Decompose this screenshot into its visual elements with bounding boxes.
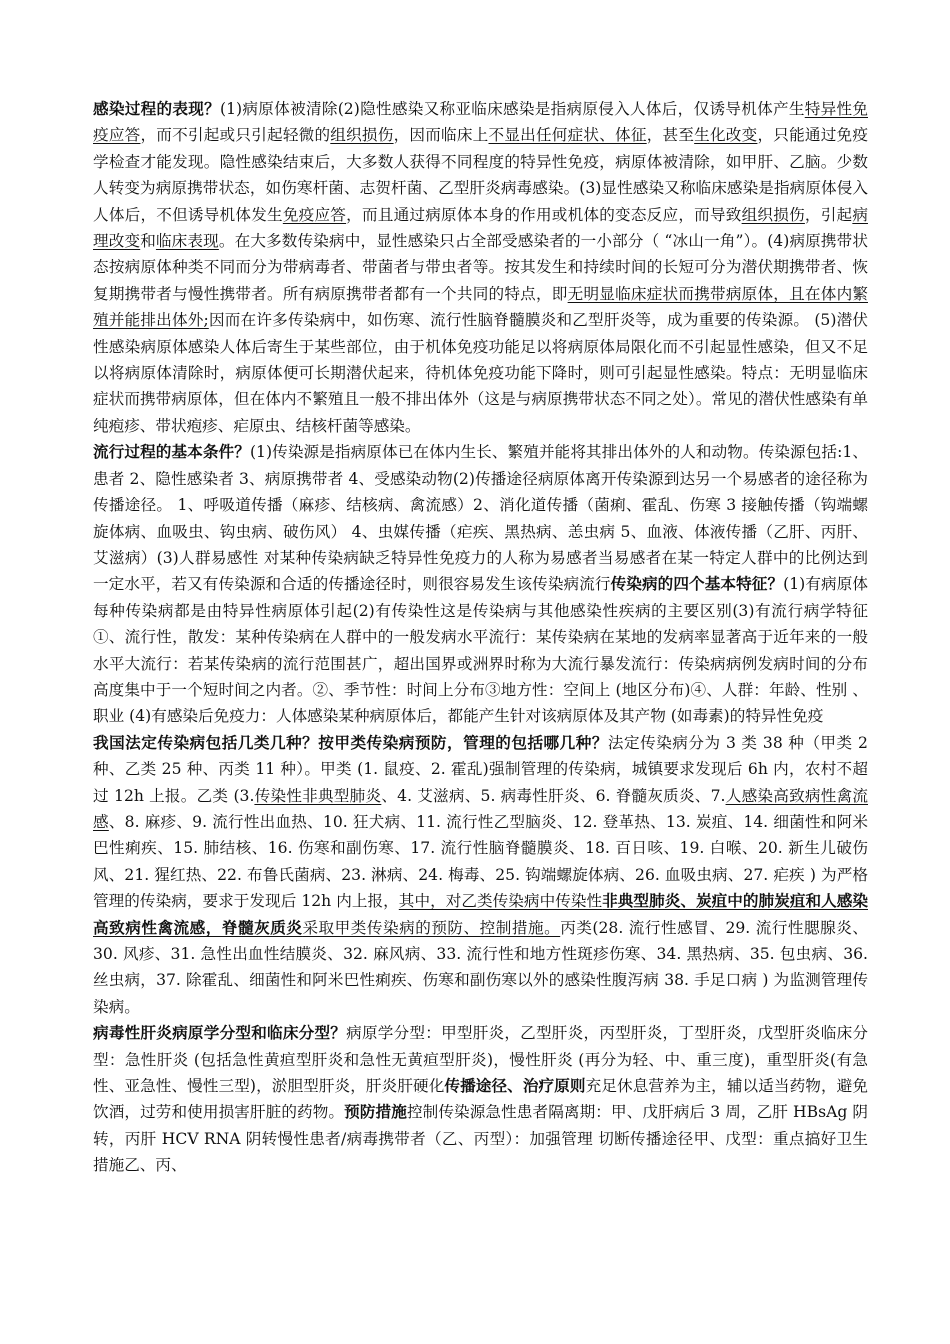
bold-heading: 病毒性肝炎病原学分型和临床分型？ — [93, 1023, 347, 1043]
text-run: 、4. 艾滋病、5. 病毒性肝炎、6. 脊髓灰质炎、7. — [381, 786, 726, 805]
bold-heading: 传播途径、治疗原则 — [444, 1076, 586, 1096]
text-run: ，引起 — [804, 205, 853, 224]
text-run: ，只能通过免疫学检查才能发现。隐性感染结束后，大多数人获得不同程度的特异性免疫，病原体被清除，如甲肝、乙脑。少数人转变为病原携带状态，如伤寒杆菌、志贺杆菌、乙型肝炎病毒感染。(3)显性感染又称临床感染是指病原体侵入人体后，不但诱导机体发生 — [93, 126, 868, 224]
text-run: 和 — [140, 232, 156, 251]
text-run: ，而不引起或只引起轻微的 — [140, 126, 331, 145]
underlined-text: 采取甲类传染病的预防、控制措施。 — [302, 918, 561, 937]
underlined-text: 组织损伤 — [741, 205, 805, 224]
text-run: 控制传染源急性患者隔离期：甲、戊肝病后 3 周，乙肝 HBsAg 阴转，丙肝 HCV RNA 阴转慢性患者/病毒携带者（乙、丙型）：加强管理 切断传播途径甲、戊型：重点搞好卫生措施乙、丙、 — [93, 1103, 868, 1175]
text-run: 因而在许多传染病中，如伤寒、流行性脑脊髓膜炎和乙型肝炎等，成为重要的传染源。 (5)潜伏性感染病原体感染人体后寄生于某些部位，由于机体免疫功能足以将病原体局限化而不引起显性感染，但又不足以将病原体清除时，病原体便可长期潜伏起来，待机体免疫功能下降时，则可引起显性感染。特点：无明显临床症状而携带病原体，但在体内不繁殖且一般不排出体外（这是与病原携带状态不同之处）。常见的潜伏性感染有单纯疱疹、带状疱疹、疟原虫、结核杆菌等感染。 — [93, 311, 868, 435]
text-run: 、8. 麻疹、9. 流行性出血热、10. 狂犬病、11. 流行性乙型脑炎、12. 登革热、13. 炭疽、14. 细菌性和阿米巴性痢疾、15. 肺结核、16. 伤寒和副伤寒、17. 流行性脑脊髓膜炎、18. 百日咳、19. 白喉、20. 新生儿破伤风、21. 猩红热、22. 布鲁氏菌病、23. 淋病、24. 梅毒、25. 钩端螺旋体病、26. 血吸虫病、27. 疟疾 ) 为严格管理的传染病，要求于发现后 12h 内上报， — [93, 812, 868, 911]
underlined-text: 不显出任何症状、体征 — [488, 126, 647, 145]
text-run: ，甚至 — [646, 126, 695, 145]
text-run: 充足休息营养为主，辅以适当药物，避免饮酒，过劳和使用损害肝脏的药物。 — [93, 1077, 868, 1122]
bold-heading: 流行过程的基本条件？ — [93, 442, 250, 462]
text-run: 。在大多数传染病中，显性感染只占全部受感染者的一小部分（ “冰山一角”）。(4)病原携带状态按病原体种类不同而分为带病毒者、带菌者与带虫者等。按其发生和持续时间的长短可分为潜伏期携带者、恢复期携带者与慢性携带者。所有病原携带者都有一个共同的特点，即 — [93, 232, 868, 303]
underlined-text: 病理改变 — [93, 205, 868, 251]
underlined-text: 无明显临床症状而携带病原体，且在体内繁殖并能排出体外; — [93, 284, 868, 330]
paragraph — [93, 439, 868, 729]
underlined-text: 非典型肺炎、炭疽中的肺炭疽和人感染高致病性禽流感，脊髓灰质炎 — [93, 891, 868, 937]
bold-heading: 传染病的四个基本特征？ — [610, 574, 784, 594]
text-run: (1)有病原体每种传染病都是由特异性病原体引起(2)有传染性这是传染病与其他感染性疾病的主要区别(3)有流行病学特征①、流行性，散发：某种传染病在人群中的一般发病水平流行：某传染病在某地的发病率显著高于近年来的一般水平大流行：若某传染病的流行范围甚广，超出国界或洲界时称为大流行暴发流行：传染病病例发病时间的分布高度集中于一个短时间之内者。②、季节性：时间上分布③地方性：空间上 (地区分布)④、人群：年龄、性别 、职业 (4)有感染后免疫力：人体感染某种病原体后，都能产生针对该病原体及其产物 (如毒素)的特异性免疫 — [93, 575, 868, 726]
text-run: 丙类(28. 流行性感冒、29. 流行性腮腺炎、30. 风疹、31. 急性出血性结膜炎、32. 麻风病、33. 流行性和地方性斑疹伤寒、34. 黑热病、35. 包虫病、36. 丝虫病，37. 除霍乱、细菌性和阿米巴性痢疾、伤寒和副伤寒以外的感染性腹泻病 38. 手足口病 ) 为监测管理传染病。 — [93, 918, 868, 1016]
text-run: 病原学分型：甲型肝炎，乙型肝炎，丙型肝炎，丁型肝炎，戊型肝炎临床分型：急性肝炎 (包括急性黄疸型肝炎和急性无黄疸型肝炎)，慢性肝炎 (再分为轻、中、重三度)，重型肝炎(有急性、亚急性、慢性三型)，淤胆型肝炎，肝炎肝硬化 — [93, 1024, 868, 1096]
underlined-text: 临床表现 — [155, 232, 219, 251]
underlined-text: 人感染高致病性禽流感 — [93, 786, 869, 831]
underlined-text: 免疫应答 — [282, 205, 347, 224]
text-run: ，而且通过病原体本身的作用或机体的变态反应，而导致 — [346, 205, 742, 224]
bold-heading: 我国法定传染病包括几类几种？按甲类传染病预防，管理的包括哪几种？ — [93, 732, 608, 752]
bold-heading: 预防措施 — [344, 1102, 407, 1122]
text-run: (1)病原体被清除(2)隐性感染又称亚临床感染是指病原侵入人体后，仅诱导机体产生 — [220, 100, 805, 118]
underlined-text: 其中，对乙类传染病中传染性 — [398, 892, 603, 911]
text-run: (1)传染源是指病原体已在体内生长、繁殖并能将其排出体外的人和动物。传染源包括:1、患者 2、隐性感染者 3、病原携带者 4、受感染动物(2)传播途径病原体离开传染源到达另一个易感者的途径称为传播途径。 1、呼吸道传播（麻疹、结核病、禽流感）2、消化道传播（菌痢、霍乱、伤寒 3 接触传播（钩端螺旋体病、血吸虫、钩虫病、破伤风） 4、虫媒传播（疟疾、黑热病、恙虫病 5、血液、体液传播（乙肝、丙肝、艾滋病）(3)人群易感性 对某种传染病缺乏特异性免疫力的人称为易感者当易感者在某一特定人群中的比例达到一定水平，若又有传染源和合适的传播途径时，则很容易发生该传染病流行 — [93, 443, 868, 594]
underlined-text: 组织损伤 — [330, 126, 394, 145]
bold-heading: 感染过程的表现？ — [93, 99, 221, 118]
paragraph — [93, 96, 868, 439]
text-run: 法定传染病分为 3 类 38 种（甲类 2 种、乙类 25 种、丙类 11 种）。甲类 (1. 鼠疫、2. 霍乱)强制管理的传染病，城镇要求发现后 6h 内，农村不超过 12h 上报。乙类 (3. — [93, 733, 868, 805]
paragraph — [93, 730, 868, 1020]
underlined-text: 特异性免疫应答 — [93, 100, 868, 145]
text-run: ，因而临床上 — [393, 126, 489, 145]
underlined-text: 生化改变 — [694, 126, 758, 145]
underlined-text: 传染性非典型肺炎 — [254, 786, 382, 805]
paragraph — [93, 1020, 868, 1178]
